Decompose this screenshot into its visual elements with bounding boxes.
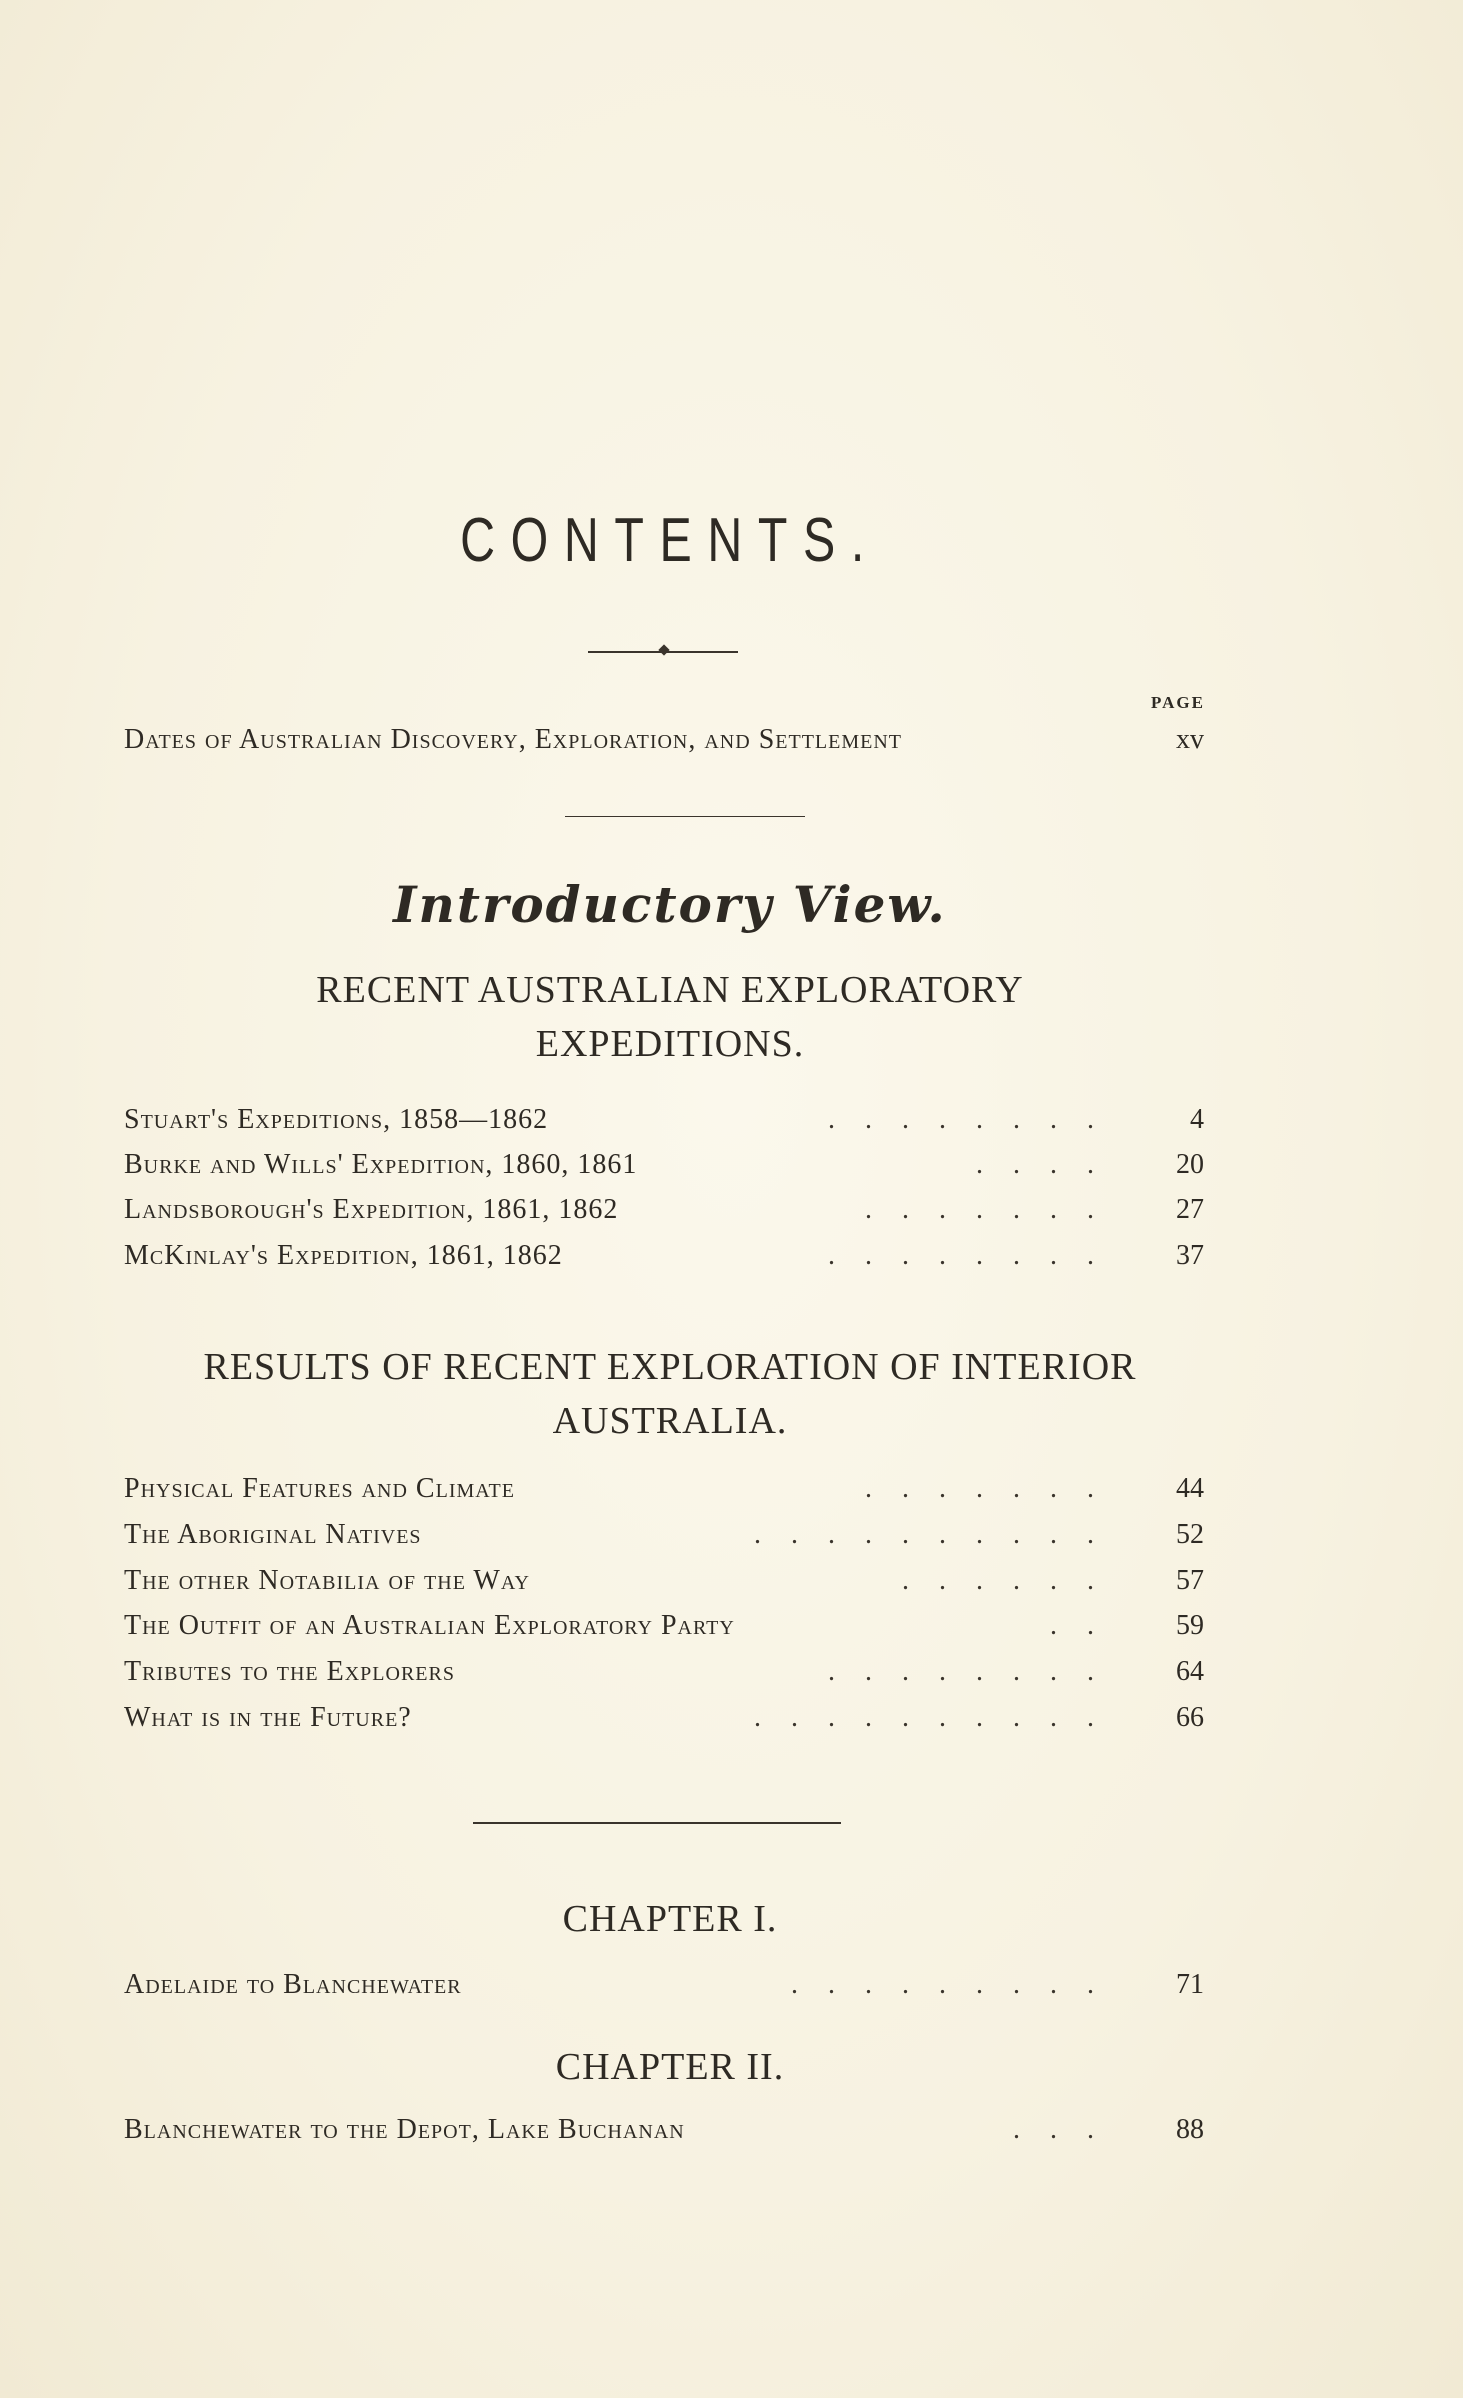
- toc-entry-page: 59: [1176, 1610, 1204, 1641]
- toc-entry-outfit: [124, 1604, 1204, 1648]
- toc-entry-dates: [124, 718, 1204, 762]
- toc-entry-page: 66: [1176, 1702, 1204, 1733]
- toc-entry-title: McKinlay's Expedition, 1861, 1862: [124, 1240, 563, 1271]
- diamond-ornament-icon: [658, 644, 669, 655]
- toc-entry-title: Physical Features and Climate: [124, 1473, 515, 1504]
- toc-entry-page: 64: [1176, 1656, 1204, 1687]
- toc-entry-aboriginal-natives: [124, 1513, 1204, 1557]
- section2-heading-line1: RESULTS OF RECENT EXPLORATION OF INTERIOR: [203, 1346, 1137, 1388]
- leader-dots: .......: [865, 1473, 1124, 1504]
- intro-heading: Introductory View.: [393, 875, 947, 934]
- toc-entry-tributes: [124, 1650, 1204, 1694]
- section1-heading-line2: EXPEDITIONS.: [535, 1023, 805, 1065]
- page-column-label: PAGE: [1151, 693, 1205, 712]
- toc-entry-title: Stuart's Expeditions, 1858—1862: [124, 1104, 549, 1135]
- toc-entry-page: 71: [1176, 1969, 1204, 2000]
- toc-entry-page: 52: [1176, 1519, 1204, 1550]
- toc-entry-burke-wills: [124, 1143, 1204, 1187]
- leader-dots: .........: [791, 1969, 1124, 2000]
- leader-dots: ......: [902, 1565, 1124, 1596]
- toc-entry-title: Dates of Australian Discovery, Exploration, and Settlement: [124, 724, 903, 755]
- toc-entry-title: The Aboriginal Natives: [124, 1519, 422, 1550]
- leader-dots: ..........: [754, 1519, 1124, 1550]
- toc-entry-title: Adelaide to Blanchewater: [124, 1969, 462, 2000]
- toc-entry-page: 37: [1176, 1240, 1204, 1271]
- toc-entry-title: What is in the Future?: [124, 1702, 412, 1733]
- leader-dots: ........: [828, 1240, 1124, 1271]
- leader-dots: ..: [1050, 1610, 1124, 1641]
- leader-dots: ........: [828, 1656, 1124, 1687]
- toc-entry-stuart: [124, 1098, 1204, 1142]
- toc-entry-landsborough: [124, 1188, 1204, 1232]
- section1-heading-line1: RECENT AUSTRALIAN EXPLORATORY: [316, 969, 1024, 1011]
- toc-entry-mckinlay: [124, 1234, 1204, 1278]
- toc-entry-title: Landsborough's Expedition, 1861, 1862: [124, 1194, 619, 1225]
- toc-entry-page: 27: [1176, 1194, 1204, 1225]
- toc-entry-title: Burke and Wills' Expedition, 1860, 1861: [124, 1149, 638, 1180]
- toc-entry-title: The other Notabilia of the Way: [124, 1565, 530, 1596]
- leader-dots: ...: [1013, 2114, 1124, 2145]
- page-title: CONTENTS.: [460, 506, 880, 575]
- toc-entry-notabilia: [124, 1559, 1204, 1603]
- section2-heading-line2: AUSTRALIA.: [552, 1400, 788, 1442]
- toc-entry-title: The Outfit of an Australian Exploratory Party: [124, 1610, 735, 1641]
- section2-heading: [100, 1340, 1240, 1448]
- toc-entry-page: 57: [1176, 1565, 1204, 1596]
- toc-entry-adelaide: [124, 1963, 1204, 2007]
- toc-entry-physical-features: [124, 1467, 1204, 1511]
- chapter1-heading: CHAPTER I.: [562, 1898, 778, 1940]
- toc-entry-future: [124, 1696, 1204, 1740]
- leader-dots: ..........: [754, 1702, 1124, 1733]
- toc-entry-blanchewater: [124, 2108, 1204, 2152]
- section1-heading: [100, 963, 1240, 1071]
- toc-entry-page: 44: [1176, 1473, 1204, 1504]
- toc-entry-page: xv: [1176, 724, 1204, 755]
- toc-entry-page: 4: [1190, 1104, 1204, 1135]
- chapter-rule: [473, 1822, 841, 1824]
- section-rule: [565, 816, 805, 817]
- toc-entry-title: Blanchewater to the Depot, Lake Buchanan: [124, 2114, 685, 2145]
- toc-entry-page: 88: [1176, 2114, 1204, 2145]
- leader-dots: ....: [976, 1149, 1124, 1180]
- toc-entry-title: Tributes to the Explorers: [124, 1656, 455, 1687]
- leader-dots: ........: [828, 1104, 1124, 1135]
- chapter2-heading: CHAPTER II.: [555, 2046, 785, 2088]
- toc-entry-page: 20: [1176, 1149, 1204, 1180]
- leader-dots: .......: [865, 1194, 1124, 1225]
